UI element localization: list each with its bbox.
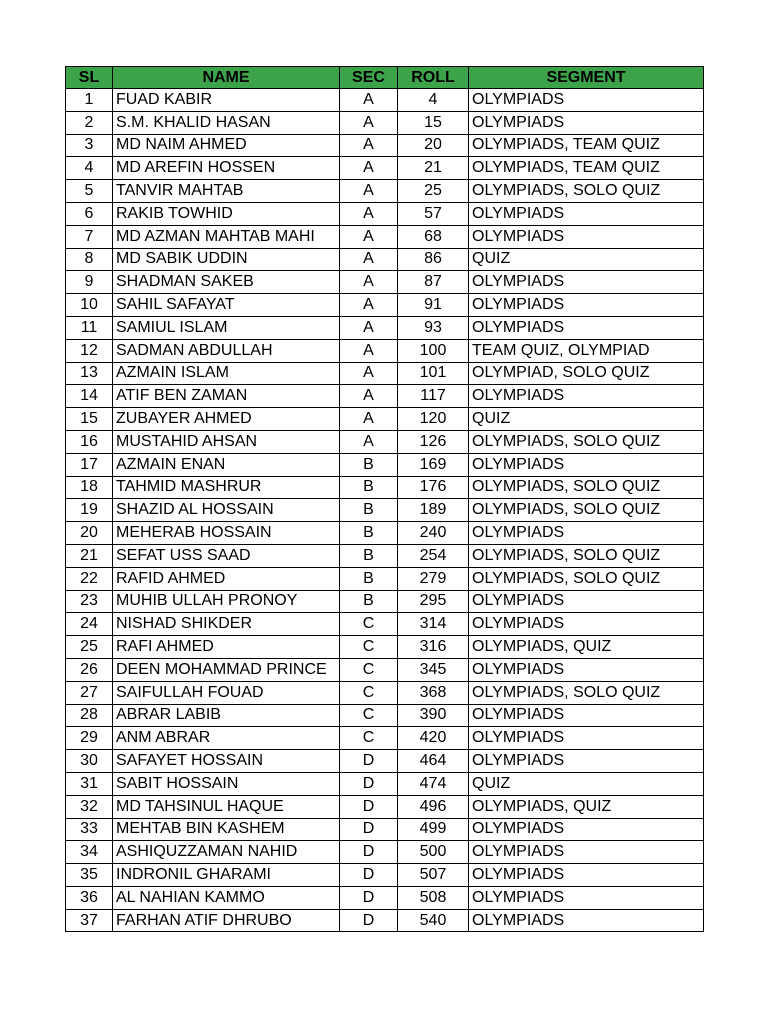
cell-roll: 254: [398, 544, 469, 567]
cell-roll: 126: [398, 430, 469, 453]
cell-sl: 13: [66, 362, 113, 385]
cell-roll: 93: [398, 316, 469, 339]
cell-segment: OLYMPIADS, TEAM QUIZ: [469, 134, 704, 157]
cell-segment: OLYMPIADS: [469, 886, 704, 909]
cell-sl: 27: [66, 681, 113, 704]
cell-sl: 15: [66, 408, 113, 431]
table-row: [66, 567, 704, 590]
cell-name: INDRONIL GHARAMI: [113, 864, 340, 887]
cell-segment: OLYMPIADS: [469, 658, 704, 681]
cell-sl: 8: [66, 248, 113, 271]
cell-name: AZMAIN ISLAM: [113, 362, 340, 385]
cell-segment: OLYMPIADS: [469, 453, 704, 476]
cell-sl: 6: [66, 202, 113, 225]
table-row: [66, 681, 704, 704]
cell-name: ANM ABRAR: [113, 727, 340, 750]
cell-roll: 68: [398, 225, 469, 248]
cell-name: TANVIR MAHTAB: [113, 180, 340, 203]
cell-segment: OLYMPIADS: [469, 864, 704, 887]
cell-segment: OLYMPIADS, SOLO QUIZ: [469, 180, 704, 203]
cell-sec: D: [340, 750, 398, 773]
cell-sl: 32: [66, 795, 113, 818]
cell-name: RAKIB TOWHID: [113, 202, 340, 225]
cell-name: ATIF BEN ZAMAN: [113, 385, 340, 408]
table-row: [66, 476, 704, 499]
cell-name: MD TAHSINUL HAQUE: [113, 795, 340, 818]
table-row: [66, 362, 704, 385]
cell-segment: OLYMPIADS: [469, 613, 704, 636]
cell-sec: D: [340, 772, 398, 795]
cell-name: MD AREFIN HOSSEN: [113, 157, 340, 180]
table-row: [66, 134, 704, 157]
cell-segment: OLYMPIADS, SOLO QUIZ: [469, 544, 704, 567]
cell-name: MUHIB ULLAH PRONOY: [113, 590, 340, 613]
cell-sec: A: [340, 180, 398, 203]
cell-sec: A: [340, 157, 398, 180]
cell-name: SAMIUL ISLAM: [113, 316, 340, 339]
cell-roll: 240: [398, 522, 469, 545]
cell-sec: D: [340, 818, 398, 841]
cell-sec: A: [340, 248, 398, 271]
cell-sec: A: [340, 111, 398, 134]
cell-sec: D: [340, 841, 398, 864]
cell-segment: OLYMPIADS: [469, 727, 704, 750]
cell-segment: OLYMPIADS, QUIZ: [469, 636, 704, 659]
cell-name: SAHIL SAFAYAT: [113, 294, 340, 317]
cell-roll: 496: [398, 795, 469, 818]
cell-roll: 87: [398, 271, 469, 294]
cell-name: SABIT HOSSAIN: [113, 772, 340, 795]
cell-sl: 5: [66, 180, 113, 203]
cell-segment: OLYMPIADS: [469, 271, 704, 294]
cell-segment: OLYMPIAD, SOLO QUIZ: [469, 362, 704, 385]
cell-segment: OLYMPIADS: [469, 818, 704, 841]
cell-name: SAIFULLAH FOUAD: [113, 681, 340, 704]
table-row: [66, 499, 704, 522]
cell-sec: B: [340, 590, 398, 613]
cell-sl: 28: [66, 704, 113, 727]
cell-sl: 9: [66, 271, 113, 294]
cell-name: SHADMAN SAKEB: [113, 271, 340, 294]
cell-segment: OLYMPIADS, SOLO QUIZ: [469, 567, 704, 590]
cell-roll: 540: [398, 909, 469, 932]
cell-sec: A: [340, 225, 398, 248]
cell-sec: D: [340, 886, 398, 909]
table-body: [66, 89, 704, 932]
cell-roll: 420: [398, 727, 469, 750]
cell-sl: 36: [66, 886, 113, 909]
cell-name: RAFI AHMED: [113, 636, 340, 659]
cell-segment: OLYMPIADS: [469, 202, 704, 225]
table-row: [66, 202, 704, 225]
cell-roll: 25: [398, 180, 469, 203]
cell-sec: A: [340, 339, 398, 362]
table-row: [66, 522, 704, 545]
cell-segment: OLYMPIADS, SOLO QUIZ: [469, 499, 704, 522]
table-row: [66, 430, 704, 453]
cell-sl: 34: [66, 841, 113, 864]
cell-sl: 17: [66, 453, 113, 476]
cell-sec: D: [340, 795, 398, 818]
cell-roll: 20: [398, 134, 469, 157]
cell-sec: A: [340, 134, 398, 157]
cell-roll: 15: [398, 111, 469, 134]
cell-sec: A: [340, 316, 398, 339]
cell-name: MD NAIM AHMED: [113, 134, 340, 157]
cell-name: S.M. KHALID HASAN: [113, 111, 340, 134]
cell-segment: OLYMPIADS: [469, 385, 704, 408]
cell-segment: OLYMPIADS, SOLO QUIZ: [469, 476, 704, 499]
table-row: [66, 590, 704, 613]
cell-roll: 169: [398, 453, 469, 476]
cell-name: ABRAR LABIB: [113, 704, 340, 727]
cell-sl: 3: [66, 134, 113, 157]
table-row: [66, 180, 704, 203]
cell-sl: 7: [66, 225, 113, 248]
cell-segment: OLYMPIADS: [469, 225, 704, 248]
cell-sec: A: [340, 430, 398, 453]
cell-segment: OLYMPIADS: [469, 909, 704, 932]
cell-sec: A: [340, 385, 398, 408]
cell-name: ZUBAYER AHMED: [113, 408, 340, 431]
cell-segment: OLYMPIADS, QUIZ: [469, 795, 704, 818]
cell-sec: C: [340, 704, 398, 727]
cell-roll: 499: [398, 818, 469, 841]
cell-sec: C: [340, 636, 398, 659]
cell-roll: 500: [398, 841, 469, 864]
cell-sl: 25: [66, 636, 113, 659]
cell-sec: B: [340, 499, 398, 522]
cell-roll: 314: [398, 613, 469, 636]
cell-roll: 86: [398, 248, 469, 271]
cell-sec: A: [340, 271, 398, 294]
cell-sl: 33: [66, 818, 113, 841]
header-name: NAME: [113, 67, 340, 89]
cell-sl: 30: [66, 750, 113, 773]
cell-name: NISHAD SHIKDER: [113, 613, 340, 636]
cell-roll: 390: [398, 704, 469, 727]
cell-name: DEEN MOHAMMAD PRINCE: [113, 658, 340, 681]
cell-sec: B: [340, 453, 398, 476]
cell-sec: B: [340, 476, 398, 499]
cell-roll: 464: [398, 750, 469, 773]
cell-sec: B: [340, 522, 398, 545]
cell-name: SHAZID AL HOSSAIN: [113, 499, 340, 522]
table-row: [66, 727, 704, 750]
cell-sl: 29: [66, 727, 113, 750]
cell-sec: D: [340, 909, 398, 932]
table-row: [66, 89, 704, 112]
cell-sec: C: [340, 681, 398, 704]
table-row: [66, 636, 704, 659]
table-row: [66, 271, 704, 294]
cell-roll: 117: [398, 385, 469, 408]
cell-roll: 189: [398, 499, 469, 522]
cell-roll: 368: [398, 681, 469, 704]
cell-segment: OLYMPIADS: [469, 294, 704, 317]
cell-segment: OLYMPIADS: [469, 316, 704, 339]
cell-sec: A: [340, 202, 398, 225]
cell-roll: 57: [398, 202, 469, 225]
cell-segment: TEAM QUIZ, OLYMPIAD: [469, 339, 704, 362]
table-row: [66, 408, 704, 431]
table-row: [66, 795, 704, 818]
header-sl: SL: [66, 67, 113, 89]
cell-sl: 20: [66, 522, 113, 545]
cell-sl: 22: [66, 567, 113, 590]
participant-table: [65, 66, 704, 932]
cell-sl: 16: [66, 430, 113, 453]
cell-name: FUAD KABIR: [113, 89, 340, 112]
table-row: [66, 294, 704, 317]
cell-sl: 31: [66, 772, 113, 795]
cell-name: RAFID AHMED: [113, 567, 340, 590]
table-row: [66, 864, 704, 887]
cell-name: MD AZMAN MAHTAB MAHI: [113, 225, 340, 248]
cell-name: SAFAYET HOSSAIN: [113, 750, 340, 773]
cell-segment: OLYMPIADS: [469, 841, 704, 864]
cell-roll: 176: [398, 476, 469, 499]
cell-sec: C: [340, 613, 398, 636]
table-row: [66, 111, 704, 134]
table-row: [66, 157, 704, 180]
cell-sl: 10: [66, 294, 113, 317]
header-sec: SEC: [340, 67, 398, 89]
cell-sl: 37: [66, 909, 113, 932]
cell-sec: A: [340, 294, 398, 317]
cell-segment: OLYMPIADS: [469, 111, 704, 134]
cell-sl: 12: [66, 339, 113, 362]
cell-sec: B: [340, 567, 398, 590]
cell-segment: OLYMPIADS: [469, 704, 704, 727]
table-row: [66, 818, 704, 841]
table-row: [66, 385, 704, 408]
cell-sl: 26: [66, 658, 113, 681]
cell-name: ASHIQUZZAMAN NAHID: [113, 841, 340, 864]
cell-segment: QUIZ: [469, 408, 704, 431]
cell-roll: 508: [398, 886, 469, 909]
table-row: [66, 248, 704, 271]
cell-roll: 100: [398, 339, 469, 362]
cell-roll: 279: [398, 567, 469, 590]
table-row: [66, 909, 704, 932]
cell-sl: 19: [66, 499, 113, 522]
cell-sl: 4: [66, 157, 113, 180]
table-row: [66, 841, 704, 864]
table-row: [66, 225, 704, 248]
cell-segment: OLYMPIADS: [469, 590, 704, 613]
table-row: [66, 704, 704, 727]
cell-name: FARHAN ATIF DHRUBO: [113, 909, 340, 932]
table-header-row: [66, 67, 704, 89]
header-segment: SEGMENT: [469, 67, 704, 89]
cell-sl: 11: [66, 316, 113, 339]
table-row: [66, 772, 704, 795]
table-row: [66, 658, 704, 681]
cell-roll: 91: [398, 294, 469, 317]
table-row: [66, 750, 704, 773]
cell-sec: C: [340, 727, 398, 750]
cell-roll: 101: [398, 362, 469, 385]
cell-segment: OLYMPIADS: [469, 750, 704, 773]
table-row: [66, 886, 704, 909]
cell-roll: 120: [398, 408, 469, 431]
cell-roll: 21: [398, 157, 469, 180]
cell-roll: 295: [398, 590, 469, 613]
cell-segment: QUIZ: [469, 772, 704, 795]
cell-roll: 4: [398, 89, 469, 112]
cell-sec: D: [340, 864, 398, 887]
cell-roll: 507: [398, 864, 469, 887]
cell-sl: 2: [66, 111, 113, 134]
cell-name: MEHTAB BIN KASHEM: [113, 818, 340, 841]
cell-sl: 23: [66, 590, 113, 613]
cell-name: AL NAHIAN KAMMO: [113, 886, 340, 909]
cell-sl: 18: [66, 476, 113, 499]
cell-sec: B: [340, 544, 398, 567]
cell-sec: C: [340, 658, 398, 681]
header-roll: ROLL: [398, 67, 469, 89]
cell-roll: 474: [398, 772, 469, 795]
cell-segment: QUIZ: [469, 248, 704, 271]
cell-name: AZMAIN ENAN: [113, 453, 340, 476]
table-row: [66, 339, 704, 362]
cell-sl: 35: [66, 864, 113, 887]
cell-segment: OLYMPIADS, TEAM QUIZ: [469, 157, 704, 180]
cell-sec: A: [340, 362, 398, 385]
cell-sl: 14: [66, 385, 113, 408]
table-row: [66, 453, 704, 476]
cell-segment: OLYMPIADS: [469, 522, 704, 545]
cell-segment: OLYMPIADS: [469, 89, 704, 112]
table-row: [66, 544, 704, 567]
cell-sec: A: [340, 408, 398, 431]
cell-sl: 1: [66, 89, 113, 112]
cell-name: MD SABIK UDDIN: [113, 248, 340, 271]
table-row: [66, 316, 704, 339]
table-row: [66, 613, 704, 636]
cell-roll: 345: [398, 658, 469, 681]
cell-segment: OLYMPIADS, SOLO QUIZ: [469, 430, 704, 453]
cell-segment: OLYMPIADS, SOLO QUIZ: [469, 681, 704, 704]
cell-roll: 316: [398, 636, 469, 659]
cell-name: SADMAN ABDULLAH: [113, 339, 340, 362]
cell-sec: A: [340, 89, 398, 112]
cell-name: MUSTAHID AHSAN: [113, 430, 340, 453]
cell-sl: 24: [66, 613, 113, 636]
cell-name: MEHERAB HOSSAIN: [113, 522, 340, 545]
cell-sl: 21: [66, 544, 113, 567]
cell-name: TAHMID MASHRUR: [113, 476, 340, 499]
cell-name: SEFAT USS SAAD: [113, 544, 340, 567]
